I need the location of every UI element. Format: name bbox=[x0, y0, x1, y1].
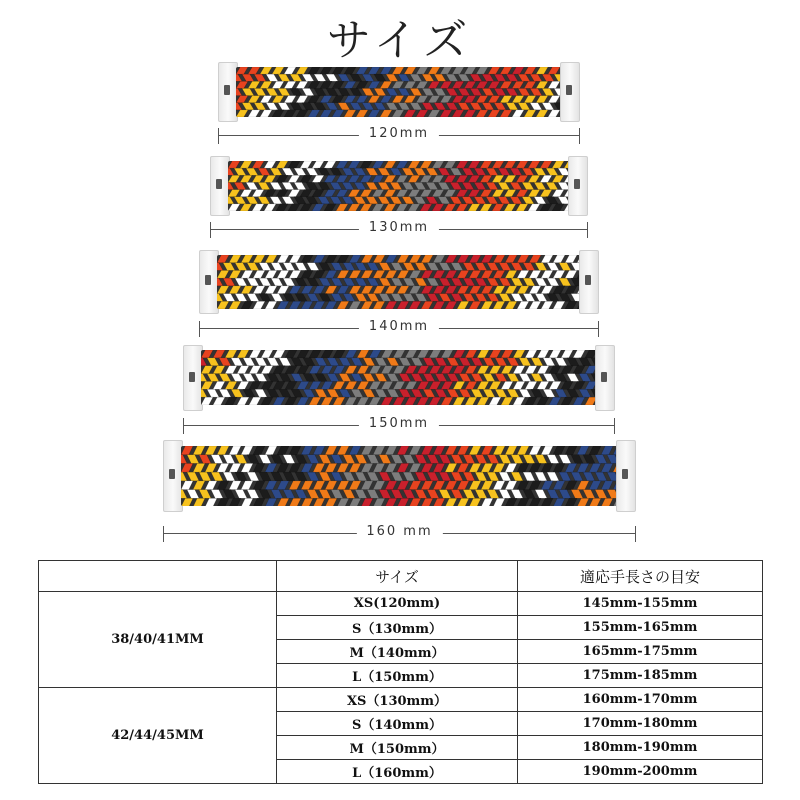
braided-band-weave bbox=[181, 446, 618, 507]
band-lug-right bbox=[568, 156, 588, 216]
dimension-140 bbox=[199, 319, 599, 339]
band-lug-right bbox=[616, 440, 636, 512]
wrist-range-cell: 175mm-185mm bbox=[518, 664, 763, 688]
wrist-range-cell: 160mm-170mm bbox=[518, 688, 763, 712]
band-lug-left bbox=[163, 440, 183, 512]
band-130 bbox=[210, 156, 588, 216]
dimension-150 bbox=[183, 416, 615, 436]
weave-pattern bbox=[201, 350, 597, 405]
band-lug-right bbox=[579, 250, 599, 314]
wrist-range-cell: 145mm-155mm bbox=[518, 592, 763, 616]
table-header-row bbox=[39, 561, 763, 592]
band-size-cell: XS(120mm) bbox=[277, 592, 518, 616]
dimension-120 bbox=[218, 126, 580, 146]
band-120 bbox=[218, 62, 580, 122]
band-160 bbox=[163, 440, 636, 512]
page-title: サイズ bbox=[326, 15, 474, 66]
dimension-130 bbox=[210, 220, 588, 240]
weave-pattern bbox=[181, 446, 618, 507]
table-header: 適応手長さの目安 bbox=[518, 561, 763, 592]
band-size-cell: L（160mm） bbox=[277, 760, 518, 784]
band-lug-right bbox=[560, 62, 580, 122]
band-lug-left bbox=[199, 250, 219, 314]
dimension-label: 160 mm bbox=[356, 524, 442, 539]
band-lug-left bbox=[210, 156, 230, 216]
band-lug-left bbox=[183, 345, 203, 411]
dimension-label: 120mm bbox=[359, 126, 439, 141]
wrist-range-cell: 180mm-190mm bbox=[518, 736, 763, 760]
braided-band-weave bbox=[217, 255, 581, 309]
band-lug-right bbox=[595, 345, 615, 411]
band-size-cell: S（130mm） bbox=[277, 616, 518, 640]
band-size-cell: M（140mm） bbox=[277, 640, 518, 664]
dimension-label: 140mm bbox=[359, 319, 439, 334]
size-chart-table bbox=[38, 560, 763, 784]
weave-pattern bbox=[217, 255, 581, 309]
braided-band-weave bbox=[228, 161, 570, 211]
table-row bbox=[39, 592, 763, 616]
band-140 bbox=[199, 250, 599, 314]
wrist-range-cell: 190mm-200mm bbox=[518, 760, 763, 784]
band-size-cell: M（150mm） bbox=[277, 736, 518, 760]
band-size-cell: S（140mm） bbox=[277, 712, 518, 736]
band-size-cell: L（150mm） bbox=[277, 664, 518, 688]
table-row bbox=[39, 688, 763, 712]
dimension-160 bbox=[163, 524, 636, 544]
weave-pattern bbox=[228, 161, 570, 211]
dimension-label: 130mm bbox=[359, 220, 439, 235]
braided-band-weave bbox=[236, 67, 562, 117]
dimension-label: 150mm bbox=[359, 416, 439, 431]
case-size-group: 42/44/45MM bbox=[39, 688, 277, 784]
band-150 bbox=[183, 345, 615, 411]
band-size-cell: XS（130mm） bbox=[277, 688, 518, 712]
band-lug-left bbox=[218, 62, 238, 122]
weave-pattern bbox=[236, 67, 562, 117]
wrist-range-cell: 155mm-165mm bbox=[518, 616, 763, 640]
case-size-group: 38/40/41MM bbox=[39, 592, 277, 688]
wrist-range-cell: 165mm-175mm bbox=[518, 640, 763, 664]
wrist-range-cell: 170mm-180mm bbox=[518, 712, 763, 736]
table-header bbox=[39, 561, 277, 592]
table-header: サイズ bbox=[277, 561, 518, 592]
braided-band-weave bbox=[201, 350, 597, 405]
